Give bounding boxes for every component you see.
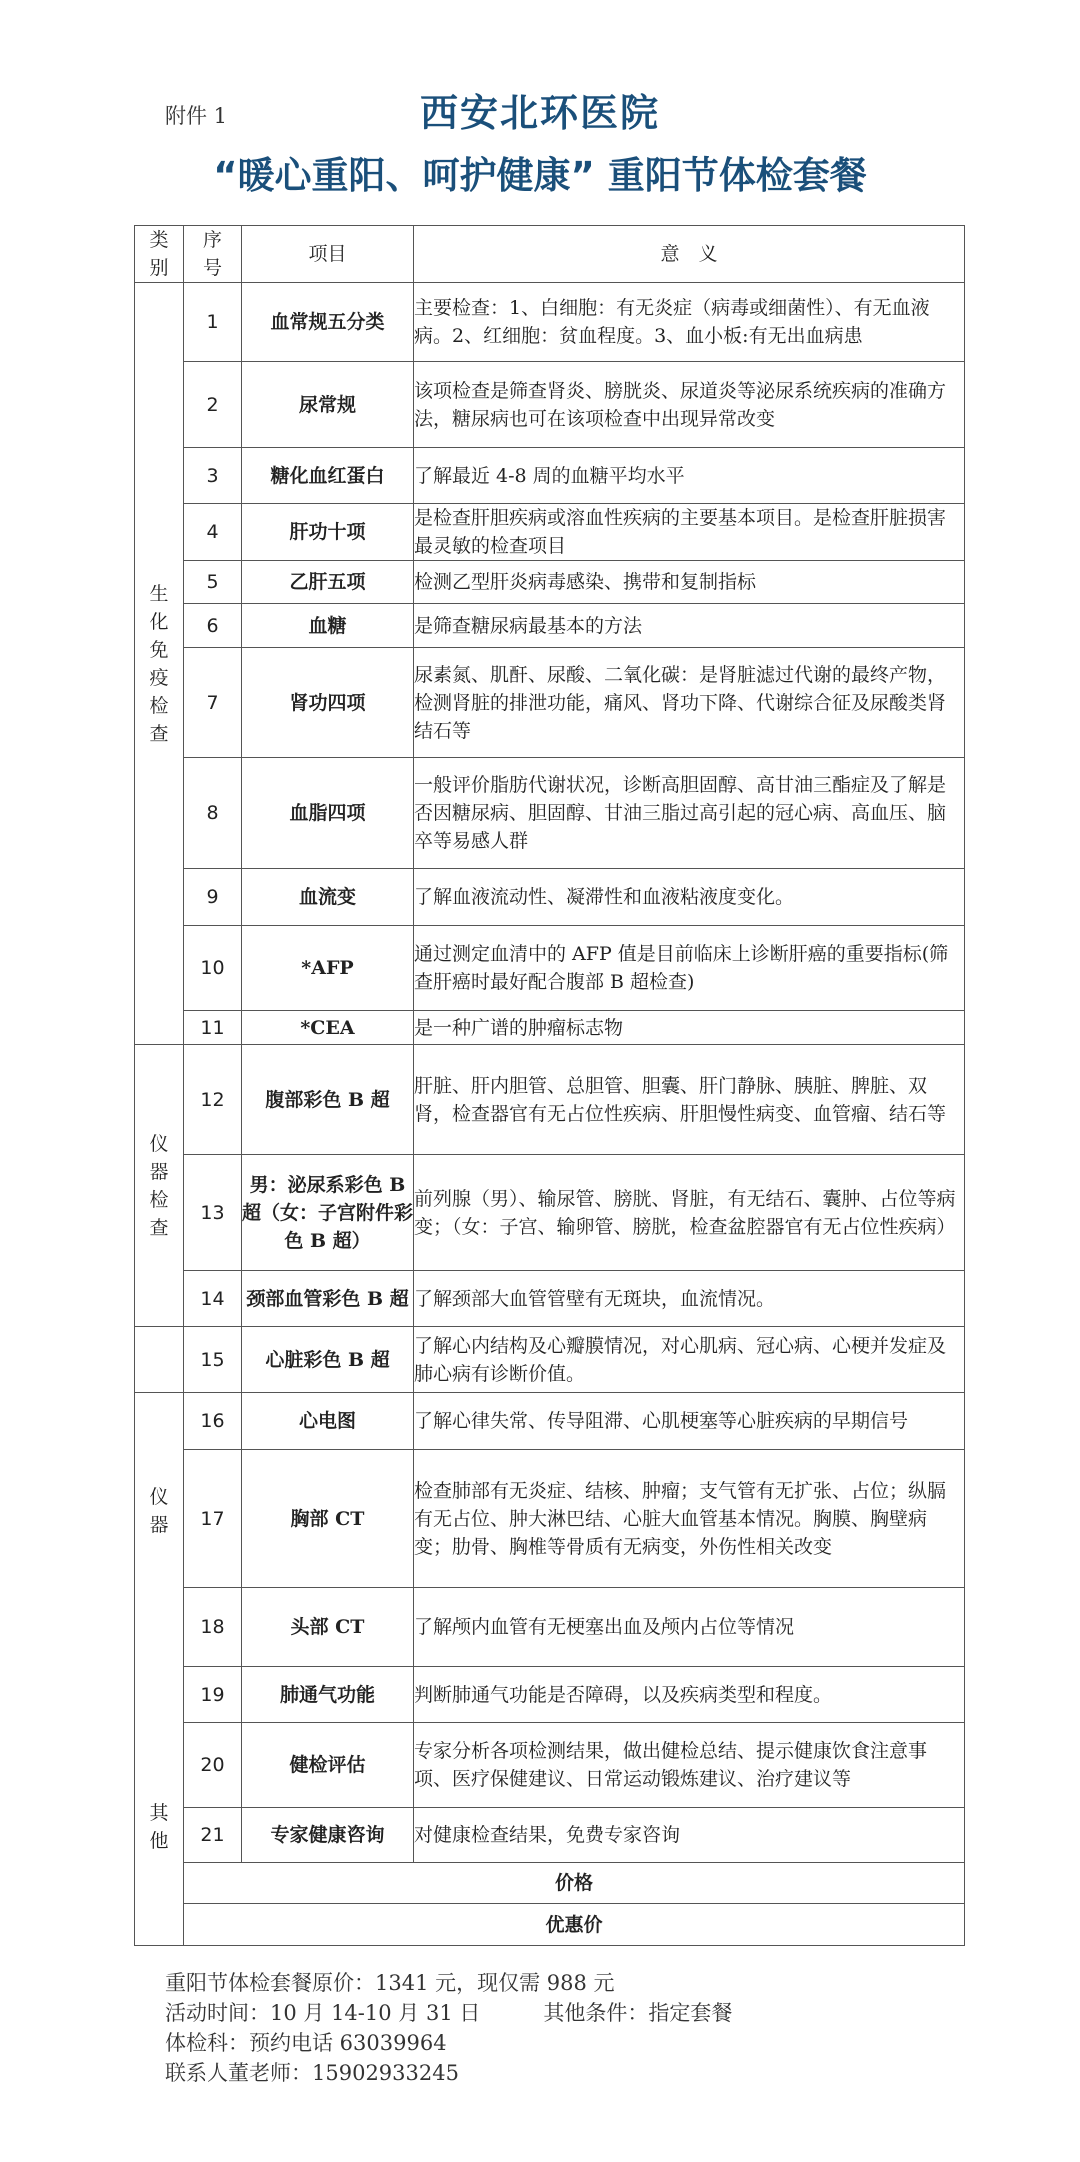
row-description: 检测乙型肝炎病毒感染、携带和复制指标 [414,561,965,604]
row-item: 糖化血红蛋白 [242,448,414,504]
row-item: 血流变 [242,869,414,926]
table-row [135,561,965,604]
row-item: 男：泌尿系彩色 B 超（女：子宫附件彩色 B 超） [242,1155,414,1271]
table-row [135,1271,965,1327]
row-description: 主要检查：1、白细胞：有无炎症（病毒或细菌性）、有无血液病。2、红细胞：贫血程度。3、血小板:有无出血病患 [414,283,965,362]
row-description: 是检查肝胆疾病或溶血性疾病的主要基本项目。是检查肝脏损害最灵敏的检查项目 [414,504,965,561]
row-description: 对健康检查结果，免费专家咨询 [414,1808,965,1863]
table-row [135,1450,965,1588]
row-description: 前列腺（男）、输尿管、膀胱、肾脏，有无结石、囊肿、占位等病变；（女：子宫、输卵管、膀胱，检查盆腔器官有无占位性疾病） [414,1155,965,1271]
row-description: 是一种广谱的肿瘤标志物 [414,1011,965,1045]
header-number: 序号 [184,226,242,283]
row-number: 15 [184,1327,242,1393]
row-number: 20 [184,1723,242,1808]
row-number: 16 [184,1393,242,1450]
hospital-title: 西安北环医院 [419,91,660,135]
row-description: 尿素氮、肌酐、尿酸、二氧化碳：是肾脏滤过代谢的最终产物，检测肾脏的排泄功能，痛风、肾功下降、代谢综合征及尿酸类肾结石等 [414,648,965,758]
table-row [135,1393,965,1450]
row-description: 通过测定血清中的 AFP 值是目前临床上诊断肝癌的重要指标(筛查肝癌时最好配合腹部 B 超检查) [414,926,965,1011]
table-row [135,1011,965,1045]
row-item: 肺通气功能 [242,1667,414,1723]
table-row [135,1588,965,1667]
row-item: *CEA [242,1011,414,1045]
table-row [135,362,965,448]
row-description: 一般评价脂肪代谢状况，诊断高胆固醇、高甘油三酯症及了解是否因糖尿病、胆固醇、甘油三脂过高引起的冠心病、高血压、脑卒等易感人群 [414,758,965,869]
header-item: 项目 [242,226,414,283]
table-row [135,1045,965,1155]
table-row [135,648,965,758]
table-row [135,448,965,504]
table-row [135,1723,965,1808]
row-number: 13 [184,1155,242,1271]
row-number: 14 [184,1271,242,1327]
price-row [135,1863,965,1904]
row-description: 肝脏、肝内胆管、总胆管、胆囊、肝门静脉、胰脏、脾脏、双肾，检查器官有无占位性疾病、肝胆慢性病变、血管瘤、结石等 [414,1045,965,1155]
row-number: 4 [184,504,242,561]
row-item: 血脂四项 [242,758,414,869]
attachment-label: 附件 1 [165,104,228,128]
table-row [135,1667,965,1723]
row-description: 了解心律失常、传导阻滞、心肌梗塞等心脏疾病的早期信号 [414,1393,965,1450]
price-label: 价格 [184,1863,965,1904]
table-row [135,283,965,362]
row-description: 是筛查糖尿病最基本的方法 [414,604,965,648]
table-row [135,1155,965,1271]
row-number: 7 [184,648,242,758]
row-description: 检查肺部有无炎症、结核、肿瘤；支气管有无扩张、占位；纵膈有无占位、肿大淋巴结、心脏大血管基本情况。胸膜、胸壁病变；肋骨、胸椎等骨质有无病变，外伤性相关改变 [414,1450,965,1588]
row-item: 血常规五分类 [242,283,414,362]
category-instrument-other [135,1393,184,1946]
row-number: 5 [184,561,242,604]
checkup-table [134,225,965,1946]
table-row [135,758,965,869]
table-row [135,869,965,926]
row-item: 肾功四项 [242,648,414,758]
category-instrument-label: 仪器 [149,1486,169,1536]
row-number: 11 [184,1011,242,1045]
table-row [135,1808,965,1863]
footnote-price: 重阳节体检套餐原价：1341 元，现仅需 988 元 [165,1971,615,1995]
footnote-contact: 联系人董老师：15902933245 [165,2061,459,2085]
row-description: 专家分析各项检测结果，做出健检总结、提示健康饮食注意事项、医疗保健建议、日常运动锻炼建议、治疗建议等 [414,1723,965,1808]
footnote-time: 活动时间：10 月 14-10 月 31 日 其他条件：指定套餐 [165,2001,733,2025]
row-item: 心脏彩色 B 超 [242,1327,414,1393]
discount-row [135,1904,965,1946]
row-item: 肝功十项 [242,504,414,561]
table-row [135,926,965,1011]
row-item: 头部 CT [242,1588,414,1667]
header-category: 类别 [135,226,184,283]
row-number: 9 [184,869,242,926]
row-item: 健检评估 [242,1723,414,1808]
row-description: 该项检查是筛查肾炎、膀胱炎、尿道炎等泌尿系统疾病的准确方法，糖尿病也可在该项检查中出现异常改变 [414,362,965,448]
row-number: 2 [184,362,242,448]
row-item: 血糖 [242,604,414,648]
row-item: 乙肝五项 [242,561,414,604]
row-number: 17 [184,1450,242,1588]
row-item: *AFP [242,926,414,1011]
category-instrument: 仪器检查 [135,1045,184,1327]
discount-label: 优惠价 [184,1904,965,1946]
row-description: 了解颈部大血管管壁有无斑块，血流情况。 [414,1271,965,1327]
table-row [135,1327,965,1393]
row-number: 1 [184,283,242,362]
row-number: 10 [184,926,242,1011]
footnote-department: 体检科：预约电话 63039964 [165,2031,447,2055]
row-number: 19 [184,1667,242,1723]
row-description: 判断肺通气功能是否障碍，以及疾病类型和程度。 [414,1667,965,1723]
row-number: 3 [184,448,242,504]
category-empty [135,1327,184,1393]
row-description: 了解心内结构及心瓣膜情况，对心肌病、冠心病、心梗并发症及肺心病有诊断价值。 [414,1327,965,1393]
table-row [135,504,965,561]
row-number: 6 [184,604,242,648]
category-biochem: 生化免疫检查 [135,283,184,1045]
row-item: 胸部 CT [242,1450,414,1588]
row-item: 腹部彩色 B 超 [242,1045,414,1155]
table-header-row [135,226,965,283]
row-description: 了解血液流动性、凝滞性和血液粘液度变化。 [414,869,965,926]
row-number: 12 [184,1045,242,1155]
row-description: 了解最近 4-8 周的血糖平均水平 [414,448,965,504]
row-number: 18 [184,1588,242,1667]
row-item: 心电图 [242,1393,414,1450]
header-meaning: 意 义 [414,226,965,283]
row-description: 了解颅内血管有无梗塞出血及颅内占位等情况 [414,1588,965,1667]
row-item: 专家健康咨询 [242,1808,414,1863]
package-subtitle: “暖心重阳、呵护健康” 重阳节体检套餐 [213,154,867,197]
table-row [135,604,965,648]
row-number: 8 [184,758,242,869]
category-other-label: 其他 [149,1802,169,1852]
row-item: 尿常规 [242,362,414,448]
row-item: 颈部血管彩色 B 超 [242,1271,414,1327]
row-number: 21 [184,1808,242,1863]
